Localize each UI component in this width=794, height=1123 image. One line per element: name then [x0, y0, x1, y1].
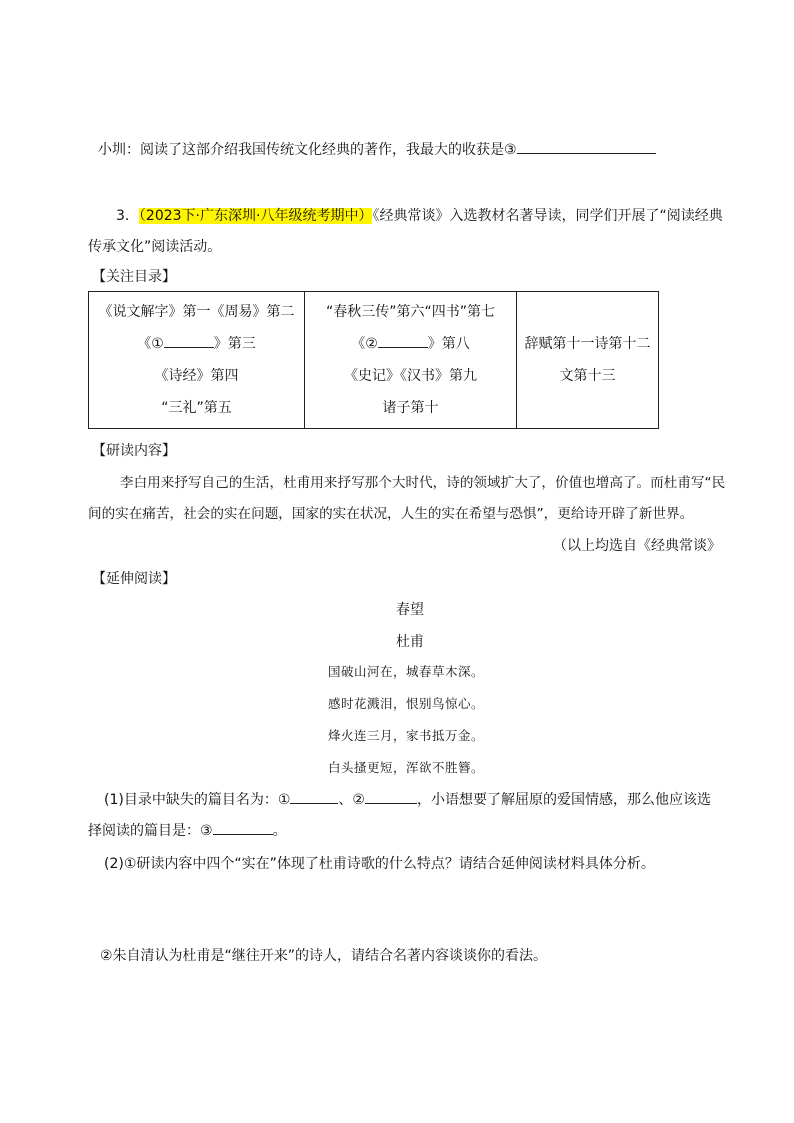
research-source: （以上均选自《经典常谈》 [553, 538, 721, 554]
answer-blank-3[interactable] [517, 139, 656, 154]
question-3-intro-line1 [116, 205, 723, 225]
poem-line: 国破山河在，城春草木深。 [328, 664, 485, 679]
poem-line: 感时花溅泪，恨别鸟惊心。 [328, 696, 485, 711]
extended-heading: 【延伸阅读】 [92, 571, 176, 587]
research-paragraph-line2: 间的实在痛苦，社会的实在问题，国家的实在状况，人生的实在希望与恐惧”，更给诗开辟了新世界。 [88, 506, 694, 522]
sub-question-2-part-1: (2)①研读内容中四个“实在”体现了杜甫诗歌的什么特点？请结合延伸阅读材料具体分析。 [104, 856, 655, 872]
toc-entry-blank-2: 《② 》第八 [305, 328, 516, 360]
toc-entry: 《说文解字》第一《周易》第二 [98, 304, 295, 320]
toc-entry: 《诗经》第四 [154, 368, 239, 384]
toc-column-3 [517, 292, 659, 429]
toc-column-2 [305, 292, 517, 429]
answer-blank-q1-2[interactable] [365, 789, 417, 804]
poem-title: 春望 [396, 602, 424, 618]
answer-blank-q1-3[interactable] [213, 820, 273, 835]
toc-entry: 辞赋第十一诗第十二 [524, 336, 651, 352]
toc-entry: 《史记》《汉书》第九 [344, 368, 477, 384]
toc-entry: “春秋三传”第六“四书”第七 [325, 304, 495, 320]
question-3-intro-line2: 传承文化”阅读活动。 [88, 239, 222, 255]
poem-author: 杜甫 [396, 634, 424, 650]
toc-heading: 【关注目录】 [92, 269, 176, 285]
toc-entry: “三礼”第五 [161, 400, 232, 416]
question-intro-text: 《经典常谈》入选教材名著导读，同学们开展了“阅读经典 [372, 208, 723, 224]
toc-entry: 诸子第十 [382, 400, 439, 416]
toc-table [88, 291, 659, 429]
question-number: 3． [116, 208, 139, 224]
toc-entry: 文第十三 [559, 368, 616, 384]
toc-entry-blank-1: 《① 》第三 [89, 328, 304, 360]
sub-question-1-line2: 择阅读的篇目是：③ 。 [88, 820, 287, 840]
sub-question-2-part-2: ②朱自清认为杜甫是“继往开来”的诗人，请结合名著内容谈谈你的看法。 [100, 948, 548, 964]
sub-question-1-line1: (1)目录中缺失的篇目名为：① 、② ，小语想要了解屈原的爱国情感，那么他应该选 [104, 789, 711, 809]
toc-column-1 [89, 292, 305, 429]
research-paragraph-line1: 李白用来抒写自己的生活，杜甫用来抒写那个大时代，诗的领域扩大了，价值也增高了。而杜甫写“民 [120, 475, 726, 491]
question-source-highlight: （2023下·广东深圳·八年级统考期中） [138, 208, 373, 224]
toc-blank-1[interactable] [164, 333, 214, 348]
research-heading: 【研读内容】 [92, 443, 176, 459]
poem-line: 烽火连三月，家书抵万金。 [328, 728, 485, 743]
previous-answer-text: 小圳：阅读了这部介绍我国传统文化经典的著作，我最大的收获是③ [98, 142, 517, 158]
toc-blank-2[interactable] [378, 333, 428, 348]
poem-line: 白头搔更短，浑欲不胜簪。 [328, 760, 485, 775]
previous-answer-line [98, 139, 656, 159]
answer-blank-q1-1[interactable] [290, 789, 338, 804]
